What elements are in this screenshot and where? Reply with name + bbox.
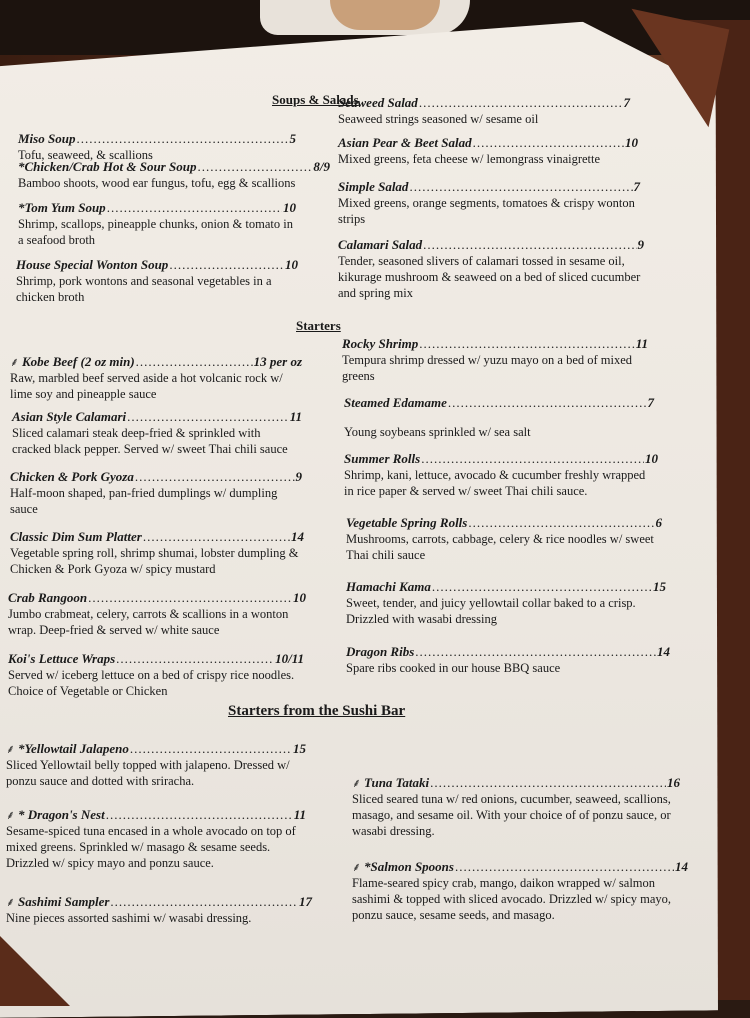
item-description: Mixed greens, feta cheese w/ lemongrass vinaigrette: [338, 152, 601, 166]
item-description: Vegetable spring roll, shrimp shumai, lobster dumpling & Chicken & Pork Gyoza w/ spicy mustard: [10, 546, 299, 576]
item-price: 7: [647, 395, 654, 410]
item-name: *Tom Yum Soup: [18, 200, 106, 215]
item-description: Sweet, tender, and juicy yellowtail collar baked to a crisp. Drizzled with wasabi dressing: [346, 596, 636, 626]
item-name: Hamachi Kama: [346, 579, 431, 594]
menu-item-dragon-ribs: [346, 645, 670, 676]
item-price: 6: [655, 515, 662, 530]
item-description: Jumbo crabmeat, celery, carrots & scallions in a wonton wrap. Deep-fried & served w/ white sauce: [8, 607, 289, 637]
item-price: 15: [293, 741, 306, 756]
menu-item-gyoza: [10, 470, 302, 517]
menu-item-summer-rolls: [344, 452, 658, 499]
item-description: Seaweed strings seasoned w/ sesame oil: [338, 112, 539, 126]
chili-icon: ⸙: [352, 860, 362, 874]
item-name: Vegetable Spring Rolls: [346, 515, 468, 530]
item-price: 7: [623, 95, 630, 110]
item-price: 8/9: [313, 159, 330, 174]
menu-item-tom-yum-soup: [18, 201, 296, 248]
item-name: *Salmon Spoons: [364, 859, 454, 874]
item-name: Sashimi Sampler: [18, 894, 110, 909]
item-name: Crab Rangoon: [8, 590, 88, 605]
menu-item-sashimi-sampler: [6, 895, 312, 926]
item-description: Mixed greens, orange segments, tomatoes & crispy wonton strips: [338, 196, 635, 226]
menu-item-wonton-soup: [16, 258, 298, 305]
menu-item-kobe-beef: [10, 355, 302, 402]
menu-item-hamachi-kama: [346, 580, 666, 627]
item-name: *Chicken/Crab Hot & Sour Soup: [18, 159, 197, 174]
item-price: 16: [667, 775, 680, 790]
item-price: 11: [289, 409, 302, 424]
item-price: 11: [293, 807, 306, 822]
menu-item-edamame: [344, 396, 654, 440]
item-price: 7: [633, 179, 640, 194]
item-name: Rocky Shrimp: [342, 336, 419, 351]
item-description: Shrimp, scallops, pineapple chunks, onion & tomato in a seafood broth: [18, 217, 293, 247]
item-price: 10: [625, 135, 638, 150]
item-price: 14: [657, 644, 670, 659]
item-price: 10: [293, 590, 306, 605]
item-price: 10: [283, 200, 296, 215]
menu-item-hot-sour-soup: [18, 160, 330, 191]
item-description: Mushrooms, carrots, cabbage, celery & rice noodles w/ sweet Thai chili sauce: [346, 532, 654, 562]
item-description: Shrimp, kani, lettuce, avocado & cucumber freshly wrapped in rice paper & served w/ sweet Thai chili sauce.: [344, 468, 646, 498]
item-name: *Yellowtail Jalapeno: [18, 741, 129, 756]
item-description: Tempura shrimp dressed w/ yuzu mayo on a bed of mixed greens: [342, 353, 633, 383]
item-description: Spare ribs cooked in our house BBQ sauce: [346, 661, 561, 675]
item-description: Bamboo shoots, wood ear fungus, tofu, egg & scallions: [18, 176, 296, 190]
item-name: Simple Salad: [338, 179, 409, 194]
item-description: Flame-seared spicy crab, mango, daikon wrapped w/ salmon sashimi & topped with sliced avocado. Drizzled w/ spicy mayo, ponzu sauce, sesame seeds, and masago.: [352, 876, 672, 922]
item-price: 17: [299, 894, 312, 909]
chili-icon: ⸙: [6, 808, 16, 822]
item-price: 10/11: [275, 651, 304, 666]
item-name: House Special Wonton Soup: [16, 257, 169, 272]
menu-item-spring-rolls: [346, 516, 662, 563]
item-description: Sliced Yellowtail belly topped with jalapeno. Dressed w/ ponzu sauce and dotted with sriracha.: [6, 758, 290, 788]
chili-icon: ⸙: [6, 742, 16, 756]
item-name: Seaweed Salad: [338, 95, 418, 110]
chili-icon: ⸙: [10, 355, 20, 369]
item-price: 14: [291, 529, 304, 544]
chili-icon: ⸙: [352, 776, 362, 790]
menu-item-dragons-nest: [6, 808, 306, 871]
item-price: 5: [289, 131, 296, 146]
section-title-soups: Soups & Salads: [272, 92, 359, 107]
item-name: Steamed Edamame: [344, 395, 447, 410]
item-description: Sliced calamari steak deep-fried & sprinkled with cracked black pepper. Served w/ sweet Thai chili sauce: [12, 426, 288, 456]
item-name: Summer Rolls: [344, 451, 421, 466]
menu-item-tuna-tataki: [352, 776, 680, 839]
menu-item-calamari-salad: [338, 238, 644, 301]
item-description: Tofu, seaweed, & scallions: [18, 148, 153, 162]
menu-item-lettuce-wraps: [8, 652, 304, 699]
item-price: 15: [653, 579, 666, 594]
item-name: Calamari Salad: [338, 237, 423, 252]
item-price: 10: [645, 451, 658, 466]
section-title-starters: Starters: [296, 318, 341, 333]
item-name: * Dragon's Nest: [18, 807, 105, 822]
menu-item-crab-rangoon: [8, 591, 306, 638]
item-name: Chicken & Pork Gyoza: [10, 469, 134, 484]
item-description: Served w/ iceberg lettuce on a bed of crispy rice noodles. Choice of Vegetable or Chicken: [8, 668, 295, 698]
item-price: 9: [295, 469, 302, 484]
item-price: 10: [285, 257, 298, 272]
item-name: Kobe Beef (2 oz min): [22, 354, 135, 369]
item-name: Miso Soup: [18, 131, 76, 146]
menu-item-rocky-shrimp: [342, 337, 648, 384]
item-name: Classic Dim Sum Platter: [10, 529, 142, 544]
item-description: Half-moon shaped, pan-fried dumplings w/ dumpling sauce: [10, 486, 278, 516]
menu-item-dim-sum: [10, 530, 304, 577]
item-price: 14: [675, 859, 688, 874]
item-name: Dragon Ribs: [346, 644, 415, 659]
item-description: Sesame-spiced tuna encased in a whole avocado on top of mixed greens. Sprinkled w/ masago & sesame seeds. Drizzled w/ spicy mayo and ponzu sauce.: [6, 824, 296, 870]
menu-item-simple-salad: [338, 180, 640, 227]
item-name: Tuna Tataki: [364, 775, 430, 790]
item-name: Asian Pear & Beet Salad: [338, 135, 472, 150]
item-price: 13 per oz: [253, 354, 302, 369]
menu-item-salmon-spoons: [352, 860, 688, 923]
menu-item-yellowtail-jalapeno: [6, 742, 306, 789]
item-price: 9: [637, 237, 644, 252]
item-name: Koi's Lettuce Wraps: [8, 651, 116, 666]
chili-icon: ⸙: [6, 895, 16, 909]
item-price: 11: [635, 336, 648, 351]
item-description: Nine pieces assorted sashimi w/ wasabi dressing.: [6, 911, 252, 925]
item-description: Raw, marbled beef served aside a hot volcanic rock w/ lime soy and pineapple sauce: [10, 371, 283, 401]
section-title-sushi: Starters from the Sushi Bar: [228, 703, 406, 719]
item-name: Asian Style Calamari: [12, 409, 127, 424]
menu-item-seaweed-salad: [338, 96, 630, 127]
item-description: Tender, seasoned slivers of calamari tossed in sesame oil, kikurage mushroom & seaweed on a bed of sliced cucumber and spring mix: [338, 254, 641, 300]
item-description: Shrimp, pork wontons and seasonal vegetables in a chicken broth: [16, 274, 272, 304]
menu-item-asian-calamari: [12, 410, 302, 457]
item-description: Sliced seared tuna w/ red onions, cucumber, seaweed, scallions, masago, and sesame oil. With your choice of of ponzu sauce, or wasabi dressing.: [352, 792, 671, 838]
menu-item-pear-beet-salad: [338, 136, 638, 167]
item-description: Young soybeans sprinkled w/ sea salt: [344, 425, 531, 439]
